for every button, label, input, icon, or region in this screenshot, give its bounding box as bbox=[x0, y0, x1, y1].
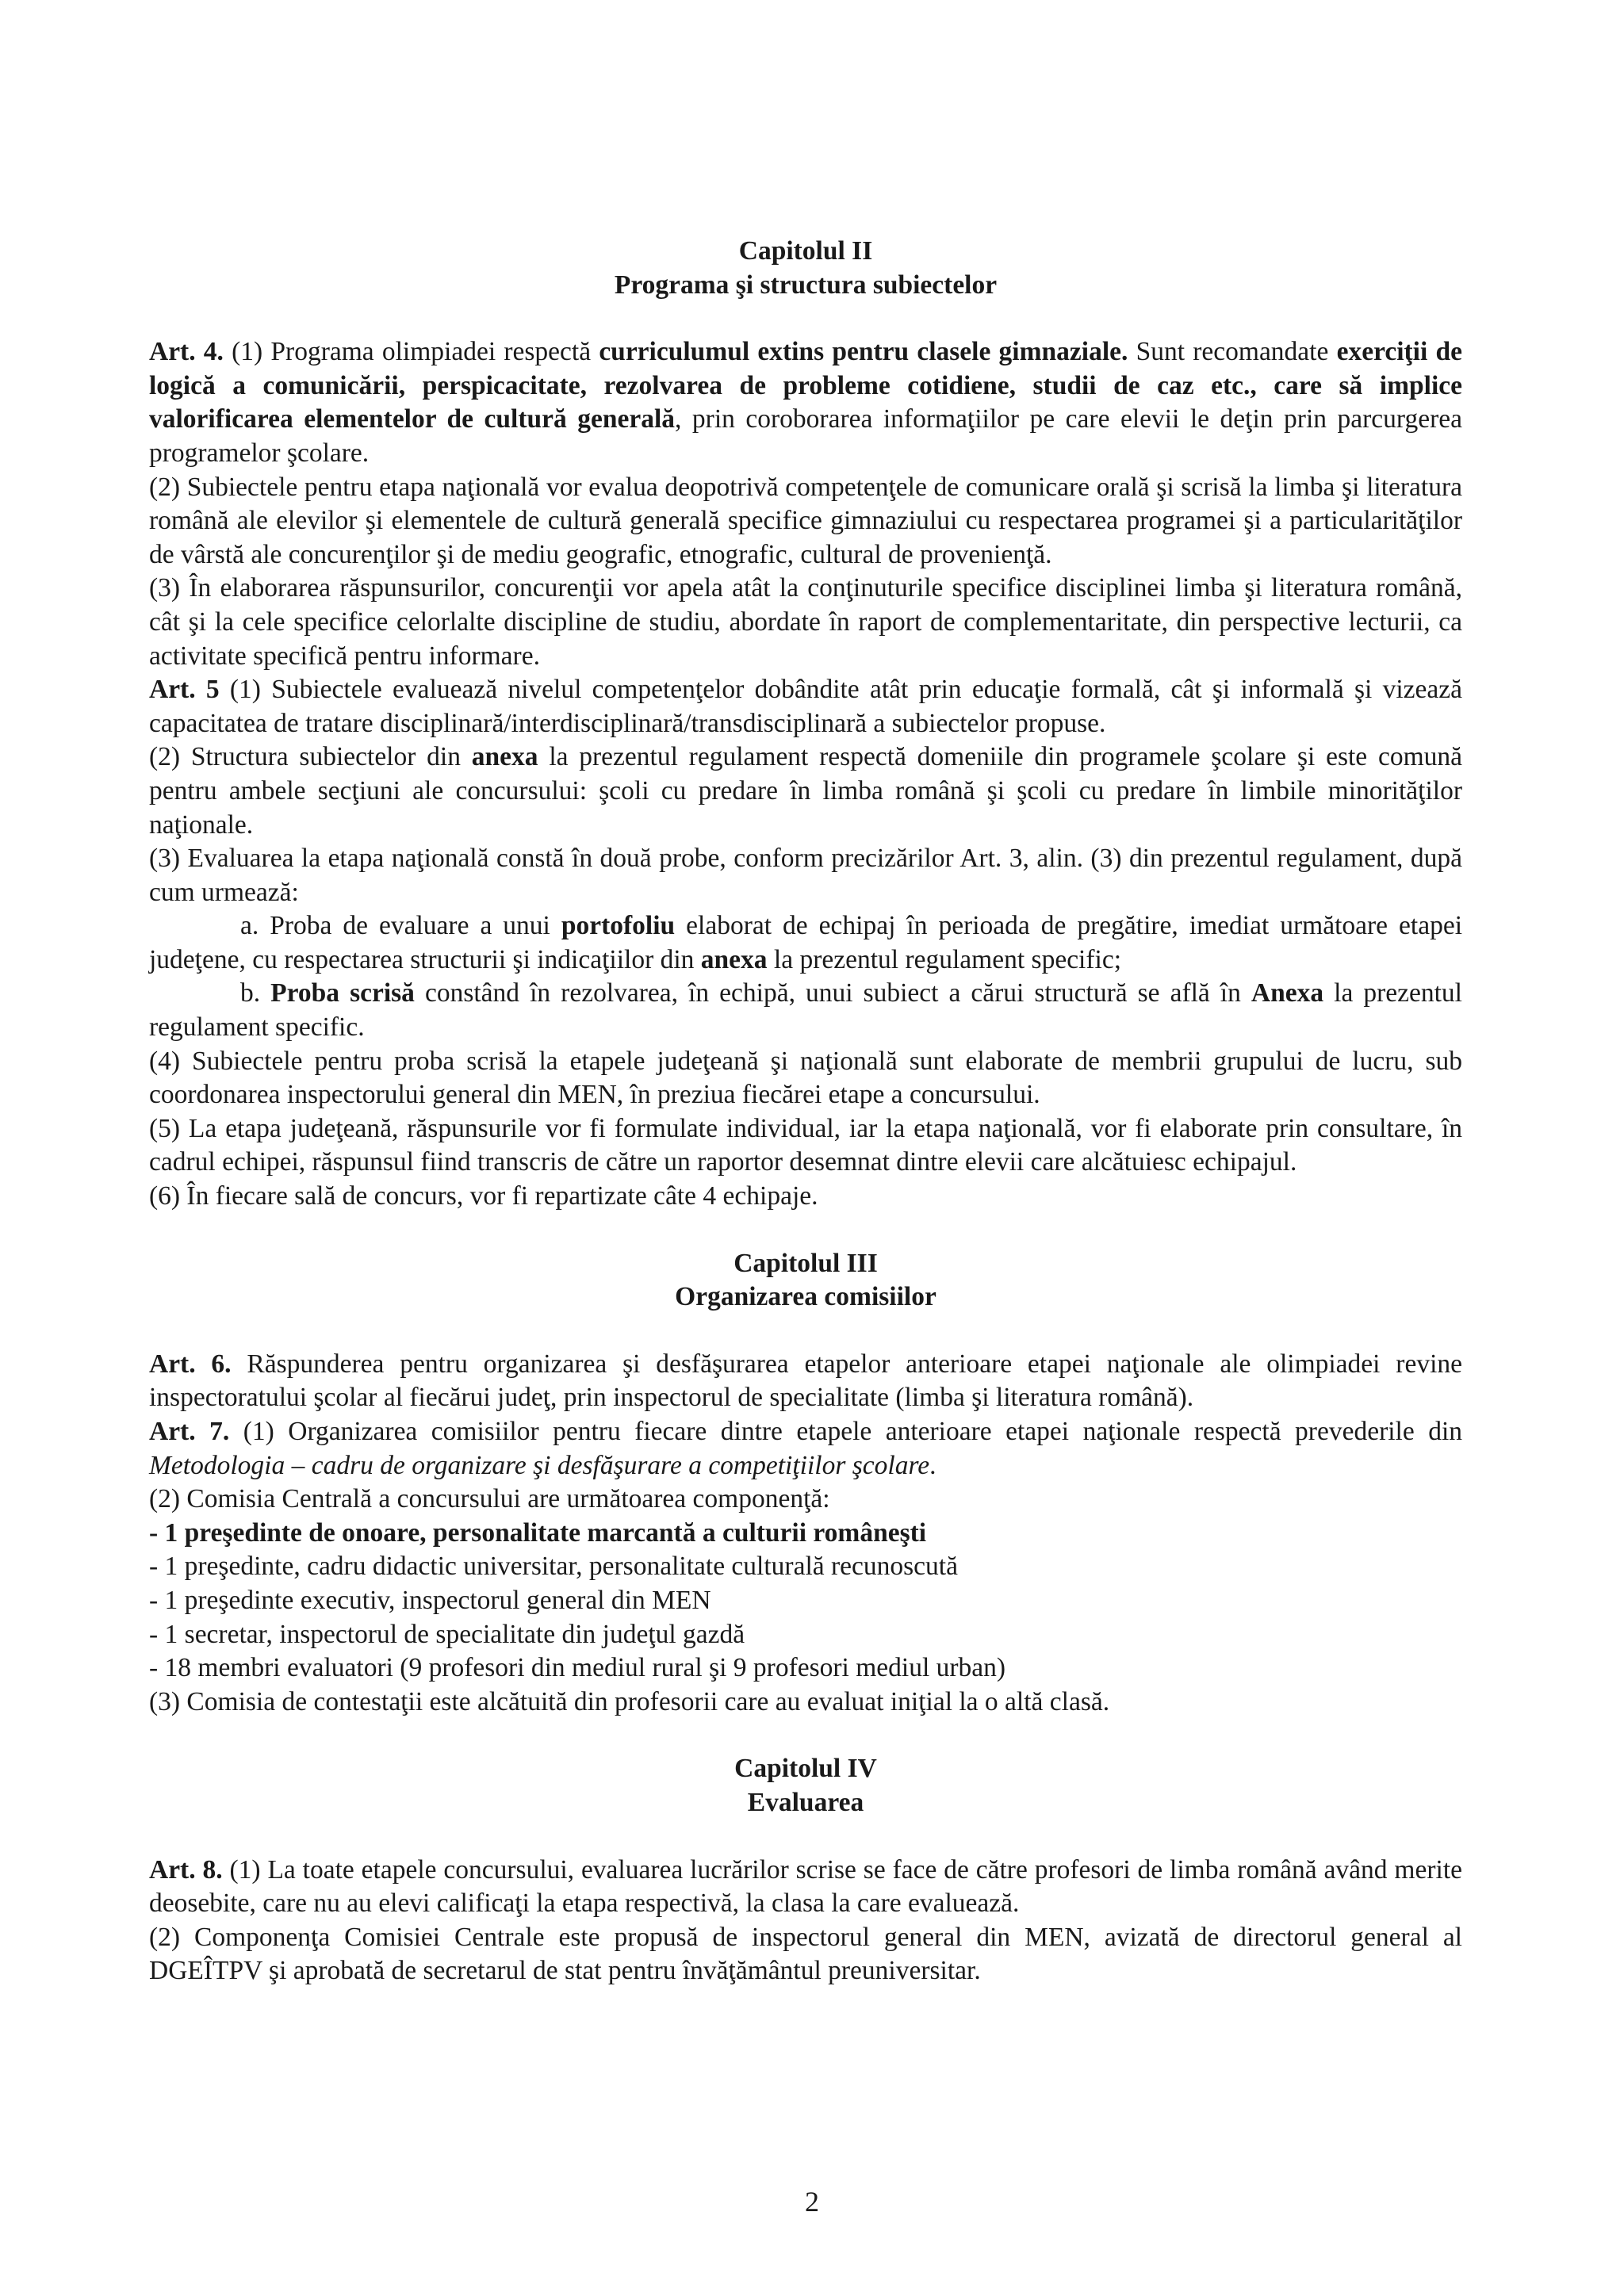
art-8-para-2: (2) Componenţa Comisiei Centrale este propusă de inspectorul general din MEN, avizată de directorul general al DGEÎTPV şi aprobată de secretarul de stat pentru învăţământul preuniversitar. bbox=[149, 1922, 1462, 1986]
art-7-label: Art. 7. bbox=[149, 1417, 230, 1446]
member-item: - 1 preşedinte executiv, inspectorul general din MEN bbox=[149, 1585, 711, 1615]
art-5-para-6: (6) În fiecare sală de concurs, vor fi repartizate câte 4 echipaje. bbox=[149, 1181, 818, 1211]
chapter-4-title: Capitolul IV bbox=[734, 1754, 877, 1784]
art-4-para-2: (2) Subiectele pentru etapa naţională vor evalua deopotrivă competenţele de comunicare orală şi scrisă la limba şi literatura română ale elevilor şi elementele de cultură generală specifice gimnaziului cu respectarea programei şi a particularităţilor de vârstă ale concurenţilor şi de mediu geografic, etnografic, cultural de provenienţă. bbox=[149, 472, 1462, 569]
art-5-para-4: (4) Subiectele pentru proba scrisă la etapele judeţeană şi naţională sunt elaborate de membrii grupului de lucru, sub coordonarea inspectorului general din MEN, în preziua fiecărei etape a concursului. bbox=[149, 1046, 1462, 1110]
chapter-2-subtitle: Programa şi structura subiectelor bbox=[614, 270, 998, 300]
art-7-para-1: Art. 7. (1) Organizarea comisiilor pentru fiecare dintre etapele anterioare etapei naţionale respectă prevederile din Metodologia – cadru de organizare şi desfăşurare a competiţiilor şcolare. bbox=[149, 1417, 1462, 1480]
member-item: - 1 secretar, inspectorul de specialitate din judeţul gazdă bbox=[149, 1619, 745, 1649]
member-item: - 1 preşedinte de onoare, personalitate marcantă a culturii româneşti bbox=[149, 1517, 927, 1548]
art-4-para-1: Art. 4. (1) Programa olimpiadei respectă curriculumul extins pentru clasele gimnaziale. Sunt recomandate exerciţii de logică a comunicării, perspicacitate, rezolvarea de probleme cotidiene, studii de caz etc., care să implice valorificarea elementelor de cultură generală, prin coroborarea informaţiilor pe care elevii le deţin prin parcurgerea programelor şcolare. bbox=[149, 337, 1462, 468]
art-5-item-a: a. Proba de evaluare a unui portofoliu elaborat de echipaj în perioada de pregătire, imediat următoare etapei judeţene, cu respectarea structurii şi indicaţiilor din anexa la prezentul regulament specific; bbox=[149, 911, 1463, 974]
art-5-para-3: (3) Evaluarea la etapa naţională constă în două probe, conform precizărilor Art. 3, alin. (3) din prezentul regulament, după cum urmează: bbox=[149, 844, 1462, 907]
art-8-para-1: Art. 8. (1) La toate etapele concursului, evaluarea lucrărilor scrise se face de către profesori de limba română având merite deosebite, care nu au elevi calificaţi la etapa respectivă, la clasa la care evaluează. bbox=[149, 1854, 1462, 1919]
art-5-para-5: (5) La etapa judeţeană, răspunsurile vor fi formulate individual, iar la etapa naţională, vor fi elaborate prin consultare, în cadrul echipei, răspunsul fiind transcris de către un raportor desemnat dintre elevii care alcătuiesc echipajul. bbox=[149, 1113, 1462, 1177]
art-4-label: Art. 4. bbox=[149, 337, 224, 367]
art-6-para: Art. 6. Răspunderea pentru organizarea şi desfăşurarea etapelor anterioare etapei naţionale ale olimpiadei revine inspectoratului şcolar al fiecărui judeţ, prin inspectorul de specialitate (limba şi literatura română). bbox=[149, 1349, 1463, 1413]
chapter-4-subtitle: Evaluarea bbox=[747, 1787, 864, 1817]
page-number: 2 bbox=[805, 2186, 819, 2218]
art-6-label: Art. 6. bbox=[149, 1349, 232, 1379]
art-5-para-1: Art. 5 (1) Subiectele evaluează nivelul competenţelor dobândite atât prin educaţie formală, cât şi informală şi vizează capacitatea de tratare disciplinară/interdisciplinară/transdisciplinară a subiectelor propuse. bbox=[149, 675, 1462, 738]
member-item: - 18 membri evaluatori (9 profesori din mediul rural şi 9 profesori mediul urban) bbox=[149, 1653, 1006, 1683]
chapter-3-subtitle: Organizarea comisiilor bbox=[675, 1282, 936, 1312]
art-5-para-2: (2) Structura subiectelor din anexa la prezentul regulament respectă domeniile din programele şcolare şi este comună pentru ambele secţiuni ale concursului: şcoli cu predare în limba română şi şcoli cu predare în limbile minorităţilor naţionale. bbox=[149, 742, 1462, 840]
member-item: - 1 preşedinte, cadru didactic universitar, personalitate culturală recunoscută bbox=[149, 1552, 958, 1582]
art-5-item-b: b. Proba scrisă constând în rezolvarea, în echipă, unui subiect a cărui structură se află în Anexa la prezentul regulament specific. bbox=[149, 978, 1462, 1043]
art-4-para-3: (3) În elaborarea răspunsurilor, concurenţii vor apela atât la conţinuturile specifice disciplinei limba şi literatura română, cât şi la cele specifice celorlalte discipline de studiu, abordate în raport de complementaritate, din perspective lecturii, ca activitate specifică pentru informare. bbox=[149, 573, 1462, 671]
art-8-label: Art. 8. bbox=[149, 1854, 223, 1885]
art-7-para-2: (2) Comisia Centrală a concursului are următoarea componenţă: bbox=[149, 1484, 830, 1514]
art-5-label: Art. 5 bbox=[149, 675, 220, 705]
document-body bbox=[149, 235, 1462, 1988]
art-7-para-3: (3) Comisia de contestaţii este alcătuită din profesorii care au evaluat iniţial la o altă clasă. bbox=[149, 1686, 1110, 1716]
chapter-3-title: Capitolul III bbox=[733, 1248, 878, 1278]
chapter-2-title: Capitolul II bbox=[738, 236, 873, 266]
